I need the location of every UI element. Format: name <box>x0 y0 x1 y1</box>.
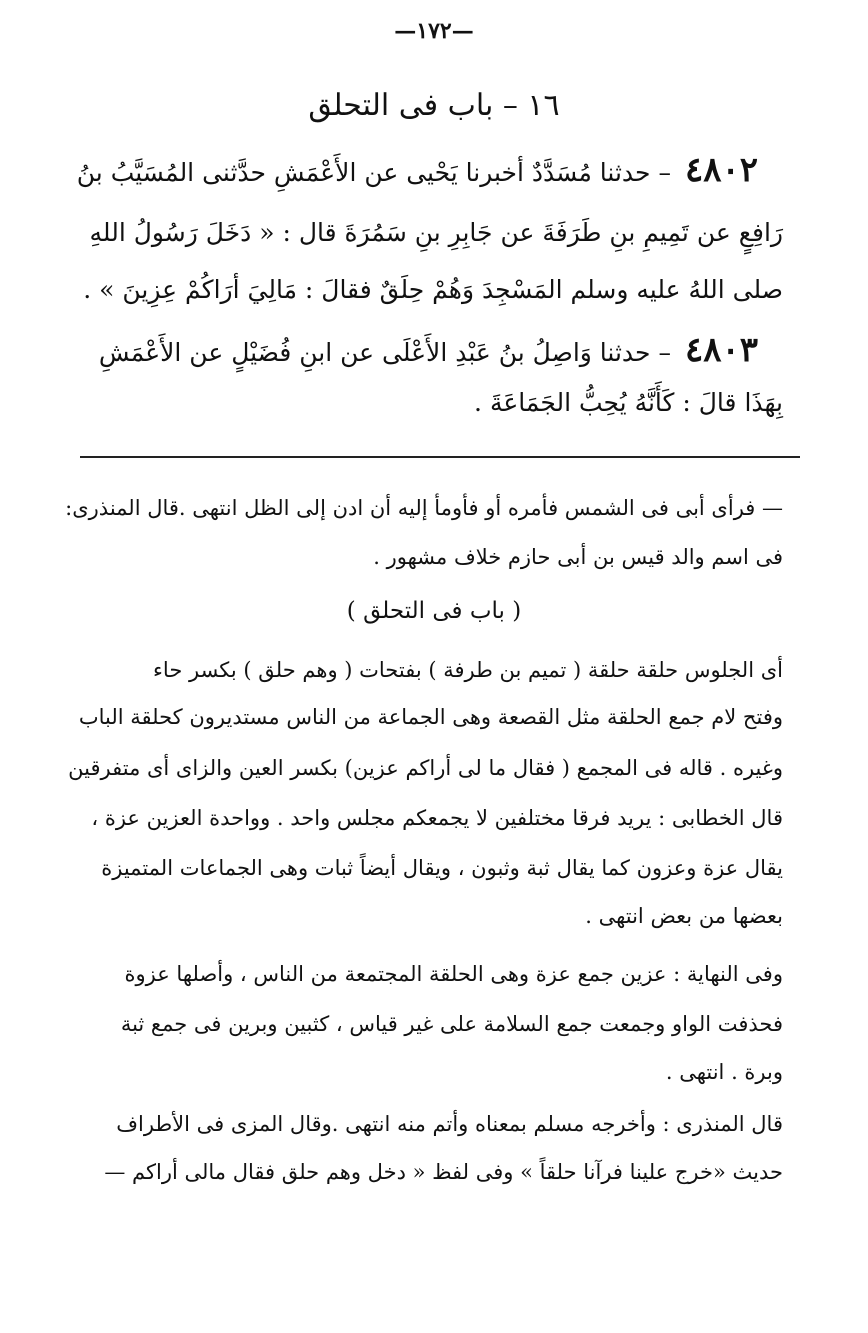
commentary-line: يقال عزة وعزون كما يقال ثبة وثبون ، ويقال أيضاً ثبات وهى الجماعات المتميزة <box>101 856 783 880</box>
commentary-line: قال الخطابى : يريد فرقا مختلفين لا يجمعكم مجلس واحد . وواحدة العزين عزة ، <box>91 806 783 830</box>
commentary-line: أى الجلوس حلقة حلقة ( تميم بن طرفة ) بفتحات ( وهم حلق ) بكسر حاء <box>153 658 783 682</box>
commentary-line: فحذفت الواو وجمعت جمع السلامة على غير قياس ، كثبين وبرين فى جمع ثبة <box>120 1012 783 1036</box>
hadith-line <box>98 330 758 370</box>
commentary-line: وبرة . انتهى . <box>665 1060 783 1084</box>
commentary-line: فى اسم والد قيس بن أبى حازم خلاف مشهور . <box>373 545 783 569</box>
hadith-text: – حدثنا مُسَدَّدٌ أخبرنا يَحْيى عن الأَعْمَشِ حدَّثنى المُسَيَّبُ بنُ <box>76 158 671 187</box>
hadith-line: رَافِعٍ عن تَمِيمِ بنِ طَرَفَةَ عن جَابِرِ بنِ سَمُرَةَ قال : « دَخَلَ رَسُولُ اللهِ <box>89 218 783 247</box>
commentary-line: قال المنذرى : وأخرجه مسلم بمعناه وأتم منه انتهى .وقال المزى فى الأطراف <box>116 1112 783 1136</box>
footnote-divider <box>80 456 800 458</box>
hadith-number: ٤٨٠٣ <box>684 330 758 370</box>
commentary-line: وغيره . قاله فى المجمع ( فقال ما لى أراكم عزين) بكسر العين والزاى أى متفرقين <box>68 756 783 780</box>
commentary-line: بعضها من بعض انتهى . <box>585 904 783 928</box>
hadith-line: بِهَذَا قالَ : كَأَنَّهُ يُحِبُّ الجَمَاعَةَ . <box>474 388 783 417</box>
hadith-line <box>76 150 758 190</box>
commentary-line: وفتح لام جمع الحلقة مثل القصعة وهى الجماعة من الناس مستديرون كحلقة الباب <box>78 705 783 729</box>
page-number: —١٧٢— <box>394 18 474 44</box>
commentary-line: حديث «خرج علينا فرآنا حلقاً » وفى لفظ « دخل وهم حلق فقال مالى أراكم — <box>104 1160 783 1184</box>
hadith-line: صلى اللهُ عليه وسلم المَسْجِدَ وَهُمْ حِلَقٌ فقالَ : مَالِيَ أرَاكُمْ عِزِينَ » . <box>83 275 783 304</box>
hadith-number: ٤٨٠٢ <box>684 150 758 190</box>
commentary-section-title: ( باب فى التحلق ) <box>346 598 522 624</box>
hadith-text: – حدثنا وَاصِلُ بنُ عَبْدِ الأَعْلَى عن ابنِ فُضَيْلٍ عن الأَعْمَشِ <box>98 338 671 367</box>
chapter-title: ١٦ – باب فى التحلق <box>308 88 560 123</box>
commentary-line: — فرأى أبى فى الشمس فأمره أو فأومأ إليه أن ادن إلى الظل انتهى .قال المنذرى: <box>65 496 783 520</box>
commentary-line: وفى النهاية : عزين جمع عزة وهى الحلقة المجتمعة من الناس ، وأصلها عزوة <box>124 962 783 986</box>
